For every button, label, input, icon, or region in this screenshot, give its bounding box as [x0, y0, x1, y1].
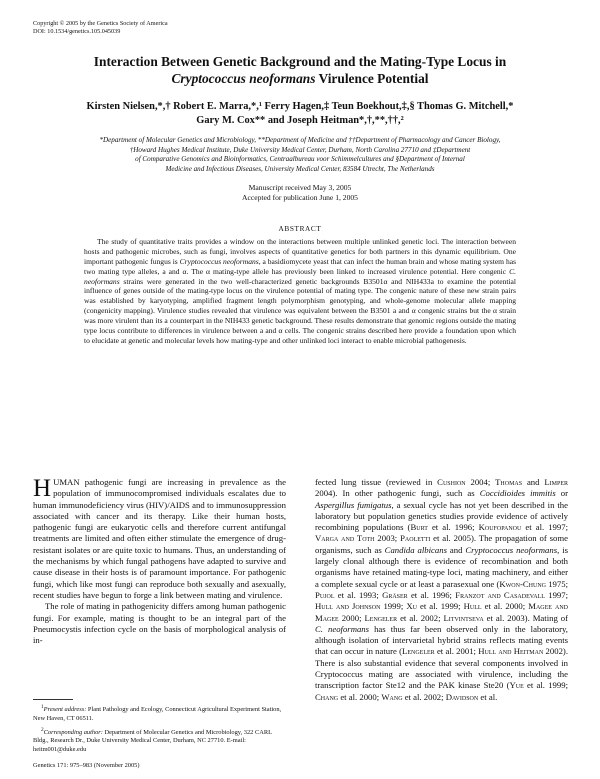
- abstract-body: [84, 237, 516, 346]
- body-column-left: [33, 477, 286, 646]
- footnote-2-label: Corresponding author:: [43, 729, 103, 737]
- footnote-2: $^2$Corresponding author: Department of Molecular Genetics and Microbiology, 322 CARL Bldg., Research Dr., Duke University Medical Center, Durham, NC 27710. E-mail: heitm001@duke.edu: [33, 726, 272, 753]
- citation: Koufopanou: [478, 522, 522, 533]
- paper-title: [40, 53, 560, 87]
- abstract-heading: ABSTRACT: [278, 224, 322, 233]
- manuscript-dates: [100, 183, 500, 203]
- citation: Magee and Magee: [315, 601, 568, 623]
- title-species: Cryptococcus neoformans: [171, 71, 316, 86]
- intro-lead-caps: UMAN: [53, 477, 80, 487]
- abstract-species-1: Cryptococcus neoformans: [179, 256, 259, 266]
- footnote-1-text: Plant Pathology and Ecology, Connecticut Agricultural Experiment Station, New Haven, CT 06511.: [33, 706, 282, 722]
- drop-cap: H: [33, 475, 52, 502]
- accepted-date: Accepted for publication June 1, 2005: [242, 193, 358, 202]
- citation: Lengeler: [364, 612, 398, 623]
- affiliation-line-3: of Comparative Genomics and Bioinformatics, Centraalbureau voor Schimmelcultures and §Department of Internal: [135, 155, 465, 164]
- citation: Thomas: [495, 477, 523, 487]
- footnote-1-label: Present address:: [43, 706, 87, 714]
- title-line-2: [40, 70, 560, 87]
- citation: Lengeler: [402, 646, 435, 657]
- species-name: Cryptococcus neoformans: [465, 544, 558, 555]
- citation: Limper: [544, 477, 568, 487]
- citation: Davidson: [445, 691, 479, 702]
- abstract-text-3: strains were generated in the two well-characterized genetic backgrounds B3501α and NIH433a to examine the potential influence of genes outside of the mating-type locus on the virulence potential of mating type. The congenic nature of these new strain pairs was established by karyotyping, amplified fragment length polymorphism genotyping, and whole-genome molecular allele mapping (congenicity mapping). Virulence studies revealed that virulence was equivalent between the B3501 a and α congenic strains but the α strain was more virulent than its a counterpart in the NIH433 genetic background. These results demonstrate that genomic regions outside the mating type locus contribute to differences in virulence between a and α cells. The congenic strains described here provide a foundation upon which to elucidate at genetic and molecular levels how mating-type and other unlinked loci interact to enable microbial pathogenesis.: [84, 276, 516, 345]
- affiliation-line-4: Medicine and Infectious Diseases, University Medical Center, 83584 Utrecht, The Netherlands: [165, 164, 435, 173]
- authors-line-2: Gary M. Cox** and Joseph Heitman*,†,**,††,²: [196, 114, 404, 126]
- citation: Kwon-Chung: [499, 578, 546, 589]
- received-date: Manuscript received May 3, 2005: [248, 183, 352, 192]
- intro-paragraph-1: [33, 477, 286, 601]
- citation: Hull and Heitman: [478, 646, 544, 657]
- citation: Litvintseva: [443, 612, 484, 623]
- affiliations: [48, 136, 552, 174]
- journal-citation: Genetics 171: 975–983 (November 2005): [33, 762, 140, 769]
- authors-line-1: Kirsten Nielsen,*,† Robert E. Marra,*,¹ Ferry Hagen,‡ Teun Boekhout,‡,§ Thomas G. Mitchell,*: [86, 101, 514, 112]
- footnote-2-text: Department of Molecular Genetics and Microbiology, 322 CARL Bldg., Research Dr., Duke University Medical Center, Durham, NC 27710. E-mail: heitm001@duke.edu: [33, 729, 272, 753]
- species-name: Aspergillus fumigatus: [315, 499, 392, 510]
- copyright-block: [33, 20, 168, 36]
- intro-paragraph-2: The role of mating in pathogenicity differs among human pathogenic fungi. For example, mating is thought to be an integral part of the Pneumocystis infection cycle on the basis of morphological analysis of in-: [33, 601, 286, 646]
- citation: Yue: [509, 680, 524, 691]
- title-line-2-rest: Virulence Potential: [315, 71, 429, 86]
- species-name: Candida albicans: [384, 544, 447, 555]
- affiliation-line-1: *Department of Molecular Genetics and Microbiology, **Department of Medicine and ††Department of Pharmacology and Cancer Biology,: [99, 136, 501, 144]
- body-column-right: [315, 477, 568, 703]
- citation: Varga and Toth: [315, 533, 375, 544]
- citation: Paoletti: [400, 533, 431, 544]
- copyright-line: Copyright © 2005 by the Genetics Society of America: [33, 20, 168, 27]
- intro-text-1: pathogenic fungi are increasing in prevalence as the population of immunocompromised individuals escalates due to human immunodeficiency virus (HIV)/AIDS and to immunosuppression associated with cancer and its therapy. Like their human hosts, pathogenic fungi are eukaryotic cells and therefore current antifungal treatments are limited and often either stimulate the emergence of drug-resistant isolates or are quite toxic to humans. Thus, an understanding of the mechanisms by which fungal pathogens have adapted to survive and cause disease in their hosts is of paramount importance. For pathogenic fungi, which like most fungi can reproduce both sexually and asexually, recent studies have begun to forge a link between mating and virulence.: [33, 477, 286, 600]
- citation: Franzot and Casadevall: [455, 589, 545, 600]
- footnote-1: $^1$Present address: Plant Pathology and Ecology, Connecticut Agricultural Experiment Station, New Haven, CT 06511.: [33, 704, 282, 722]
- abstract-species-2: C. neoformans: [84, 266, 516, 286]
- abstract-paragraph: [84, 237, 516, 346]
- citation: Burt: [410, 522, 428, 533]
- footnotes: [33, 703, 286, 754]
- citation: Chang: [315, 691, 339, 702]
- citation: Wang: [381, 691, 403, 702]
- abstract-text-2: , a basidiomycete yeast that can infect the human brain and whose mating system has two mating type alleles, a and α. The α mating-type allele has previously been linked to increased virulence potential. Here congenic: [84, 256, 517, 276]
- species-name: Coccidioides immitis: [479, 488, 556, 499]
- citation: Pujol: [315, 589, 335, 600]
- citation: Gräser: [382, 589, 408, 600]
- citation: Hull: [463, 601, 482, 612]
- abstract-text-1: The study of quantitative traits provides a window on the interactions between multiple unlinked genetic loci. The interaction between hosts and pathogenic microbes, such as fungi, involves aspects of quantitative genetics for both partners in this dynamic equilibrium. One important pathogenic fungus is: [84, 237, 516, 266]
- title-line-1: Interaction Between Genetic Background and the Mating-Type Locus in: [93, 54, 507, 69]
- affiliation-line-2: †Howard Hughes Medical Institute, Duke University Medical Center, Durham, North Carolina 27710 and ‡Department: [129, 145, 471, 154]
- species-name: C. neoformans: [315, 623, 370, 634]
- intro-paragraph-continued: fected lung tissue (reviewed in Cushion 2004; Thomas and Limper 2004). In other pathogenic fungi, such as Coccidioides immitis or Aspergillus fumigatus, a sexual cycle has not yet been described in the laboratory but population genetics studies provide evidence of actively recombining populations (Burt et al. 1996; Koufopanou et al. 1997; Varga and Toth 2003; Paoletti et al. 2005). The propagation of some organisms, such as Candida albicans and Cryptococcus neoformans, is largely clonal although there is evidence of recombination and both organisms have retained mating-type loci, mating machinery, and either a complete sexual cycle or at least a parasexual one (Kwon-Chung 1975; Pujol et al. 1993; Gräser et al. 1996; Franzot and Casadevall 1997; Hull and Johnson 1999; Xu et al. 1999; Hull et al. 2000; Magee and Magee 2000; Lengeler et al. 2002; Litvintseva et al. 2003). Mating of C. neoformans has thus far been observed only in the laboratory, although isolation of intervarietal hybrid strains reflects mating events that can occur in nature (Lengeler et al. 2001; Hull and Heitman 2002). There is also substantial evidence that several components involved in Cryptococcus mating are associated with virulence, including the transcription factor Ste12 and the PAK kinase Ste20 (Yue et al. 1999; Chang et al. 2000; Wang et al. 2002; Davidson et al.: [315, 477, 569, 702]
- author-list: [24, 100, 576, 127]
- citation: Hull and Johnson: [315, 601, 381, 612]
- doi-line: DOI: 10.1534/genetics.105.045039: [33, 28, 121, 35]
- citation: Cushion: [437, 477, 466, 487]
- footnote-divider: [33, 699, 73, 700]
- citation: Xu: [406, 601, 417, 612]
